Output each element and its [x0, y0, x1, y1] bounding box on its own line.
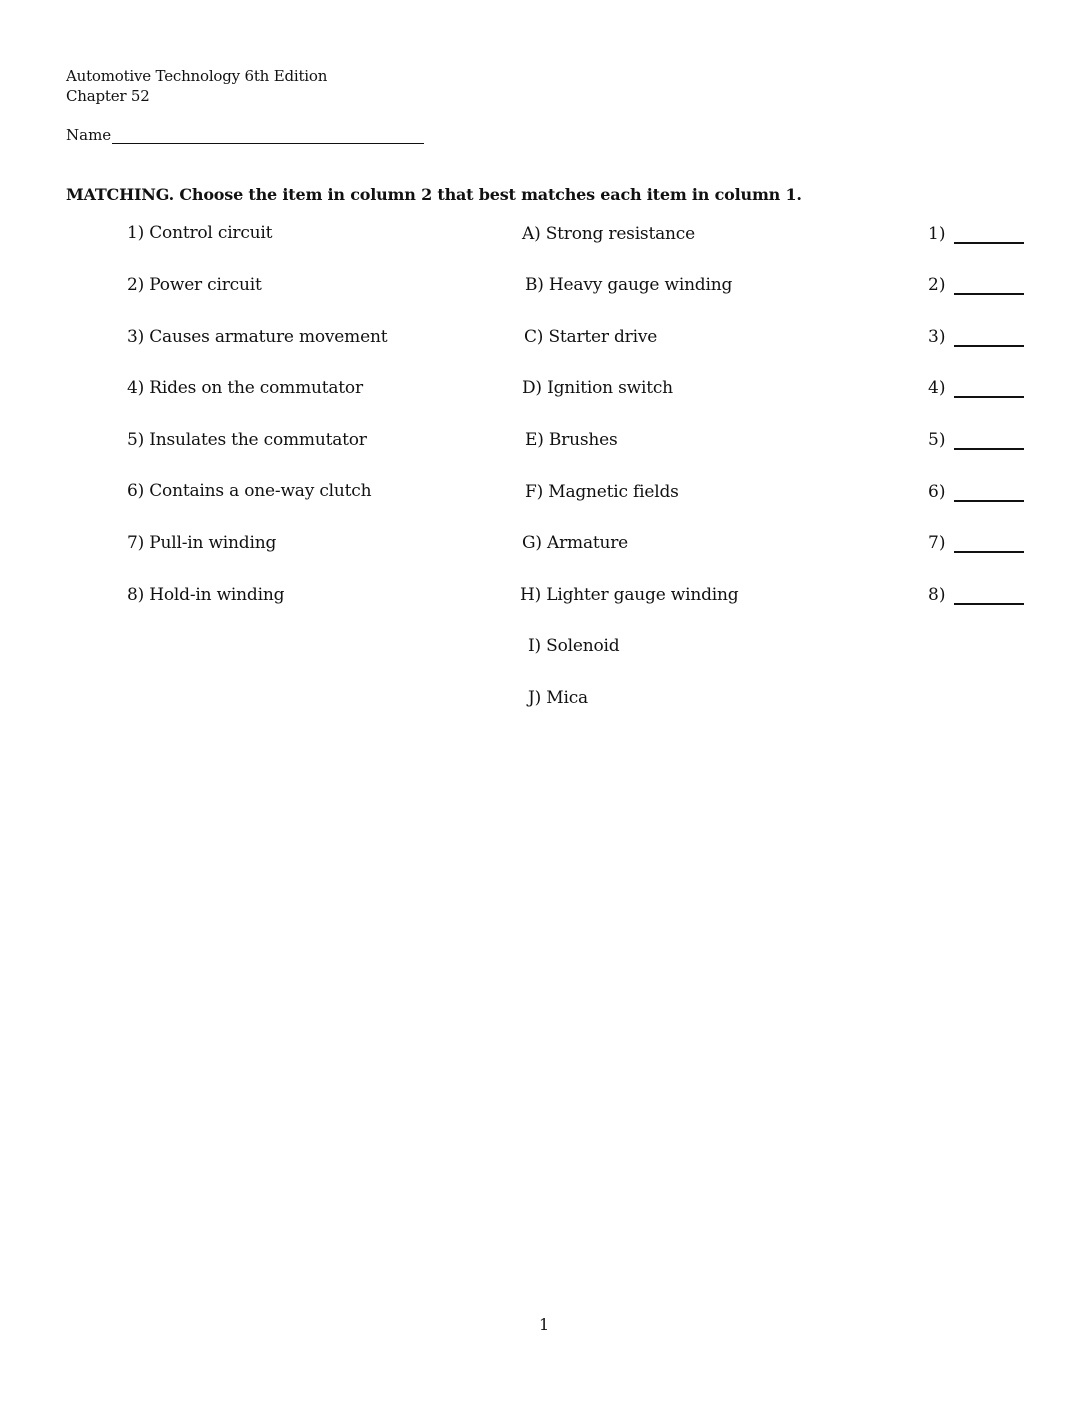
page-number: 1 — [539, 1315, 550, 1334]
column2-item: D) Ignition switch — [522, 378, 673, 398]
matching-instructions: MATCHING. Choose the item in column 2 that best matches each item in column 1. — [66, 185, 802, 204]
column1-item: 4) Rides on the commutator — [127, 378, 363, 398]
answer-blank[interactable] — [954, 482, 1024, 502]
column2-item: J) Mica — [528, 688, 588, 708]
column1-item: 3) Causes armature movement — [127, 327, 388, 347]
column2-item: I) Solenoid — [528, 636, 620, 656]
answer-row — [928, 378, 1024, 398]
column2-item: F) Magnetic fields — [525, 482, 679, 502]
column1-item: 7) Pull-in winding — [127, 533, 277, 553]
column1-item: 5) Insulates the commutator — [127, 430, 367, 450]
answer-blank[interactable] — [954, 275, 1024, 295]
name-label: Name — [66, 126, 112, 144]
answer-row — [928, 533, 1024, 553]
answer-number: 2) — [928, 275, 946, 295]
answer-number: 4) — [928, 378, 946, 398]
answer-blank[interactable] — [954, 533, 1024, 553]
answer-row — [928, 327, 1024, 347]
answer-blank[interactable] — [954, 327, 1024, 347]
column2-item: A) Strong resistance — [522, 224, 695, 244]
chapter-label: Chapter 52 — [66, 87, 150, 105]
column2-item: C) Starter drive — [524, 327, 658, 347]
answer-row — [928, 224, 1024, 244]
answer-blank[interactable] — [954, 378, 1024, 398]
answer-number: 6) — [928, 482, 946, 502]
name-field — [66, 125, 424, 144]
answer-number: 7) — [928, 533, 946, 553]
answer-row — [928, 430, 1024, 450]
book-title: Automotive Technology 6th Edition — [66, 67, 328, 85]
column1-item: 1) Control circuit — [127, 223, 273, 243]
answer-row — [928, 585, 1024, 605]
answer-number: 3) — [928, 327, 946, 347]
column1-item: 6) Contains a one-way clutch — [127, 481, 372, 501]
answer-number: 8) — [928, 585, 946, 605]
answer-row — [928, 275, 1024, 295]
answer-row — [928, 482, 1024, 502]
answer-blank[interactable] — [954, 430, 1024, 450]
column2-item: G) Armature — [522, 533, 629, 553]
column2-item: H) Lighter gauge winding — [520, 585, 739, 605]
column1-item: 2) Power circuit — [127, 275, 262, 295]
answer-number: 5) — [928, 430, 946, 450]
answer-blank[interactable] — [954, 585, 1024, 605]
answer-number: 1) — [928, 224, 946, 244]
column1-item: 8) Hold-in winding — [127, 585, 285, 605]
name-blank-line[interactable] — [112, 125, 424, 144]
answer-blank[interactable] — [954, 224, 1024, 244]
column2-item: E) Brushes — [525, 430, 618, 450]
column2-item: B) Heavy gauge winding — [525, 275, 733, 295]
